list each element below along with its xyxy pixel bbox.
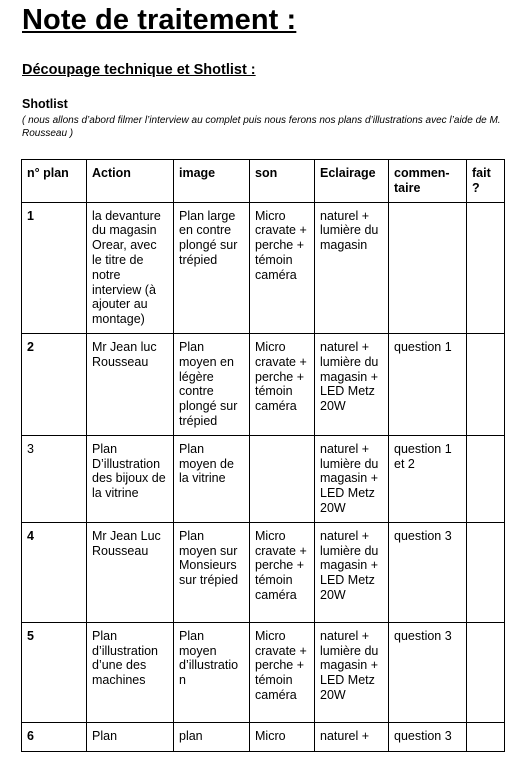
table-row xyxy=(22,622,505,722)
table-cell: Micro cravate + perche + témoin caméra xyxy=(250,202,315,333)
section-subtitle: Découpage technique et Shotlist : xyxy=(22,62,256,78)
table-cell xyxy=(467,435,505,522)
table-cell: Mr Jean Luc Rousseau xyxy=(87,522,174,622)
plan-number-cell: 5 xyxy=(22,622,87,722)
header-cell: Action xyxy=(87,160,174,203)
plan-number-cell: 4 xyxy=(22,522,87,622)
shotlist-heading: Shotlist xyxy=(22,97,68,111)
table-cell xyxy=(467,202,505,333)
table-row xyxy=(22,435,505,522)
table-cell xyxy=(467,333,505,435)
table-cell: la devanture du magasin Orear, avec le titre de notre interview (à ajouter au montage) xyxy=(87,202,174,333)
header-cell: son xyxy=(250,160,315,203)
plan-number-cell: 3 xyxy=(22,435,87,522)
shotlist-table xyxy=(21,159,505,752)
table-cell: Mr Jean luc Rousseau xyxy=(87,333,174,435)
header-cell: image xyxy=(174,160,250,203)
table-cell: naturel + lumière du magasin + LED Metz 20W xyxy=(315,333,389,435)
table-cell: question 3 xyxy=(389,722,467,751)
table-cell: question 3 xyxy=(389,622,467,722)
table-cell: Plan large en contre plongé sur trépied xyxy=(174,202,250,333)
table-cell xyxy=(467,622,505,722)
header-cell: Eclairage xyxy=(315,160,389,203)
table-cell: naturel + lumière du magasin xyxy=(315,202,389,333)
table-cell: Micro cravate + perche + témoin caméra xyxy=(250,622,315,722)
plan-number-cell: 1 xyxy=(22,202,87,333)
table-cell: Plan D’illustration des bijoux de la vitrine xyxy=(87,435,174,522)
table-row xyxy=(22,722,505,751)
table-cell: plan xyxy=(174,722,250,751)
table-cell xyxy=(389,202,467,333)
plan-number-cell: 2 xyxy=(22,333,87,435)
table-header-row xyxy=(22,160,505,203)
table-cell: Micro cravate + perche + témoin caméra xyxy=(250,333,315,435)
table-row xyxy=(22,522,505,622)
table-row xyxy=(22,202,505,333)
document-title: Note de traitement : xyxy=(22,4,297,36)
table-cell: Micro cravate + perche + témoin caméra xyxy=(250,522,315,622)
header-cell: commen-taire xyxy=(389,160,467,203)
table-cell xyxy=(250,435,315,522)
header-cell: n° plan xyxy=(22,160,87,203)
table-cell: Micro xyxy=(250,722,315,751)
table-cell xyxy=(467,722,505,751)
table-cell: Plan moyen en légère contre plongé sur trépied xyxy=(174,333,250,435)
header-cell: fait ? xyxy=(467,160,505,203)
table-cell: question 1 et 2 xyxy=(389,435,467,522)
table-cell: question 3 xyxy=(389,522,467,622)
table-cell xyxy=(467,522,505,622)
table-cell: Plan d’illustration d’une des machines xyxy=(87,622,174,722)
shotlist-note: ( nous allons d’abord filmer l’interview au complet puis nous ferons nos plans d’illustrations avec l’aide de M. Rousseau ) xyxy=(22,115,501,139)
table-row xyxy=(22,333,505,435)
table-cell: naturel + xyxy=(315,722,389,751)
table-cell: naturel + lumière du magasin + LED Metz 20W xyxy=(315,522,389,622)
table-cell: Plan moyen d’illustration xyxy=(174,622,250,722)
table-cell: Plan xyxy=(87,722,174,751)
table-cell: Plan moyen de la vitrine xyxy=(174,435,250,522)
table-cell: naturel + lumière du magasin + LED Metz 20W xyxy=(315,435,389,522)
table-cell: question 1 xyxy=(389,333,467,435)
table-cell: Plan moyen sur Monsieurs sur trépied xyxy=(174,522,250,622)
plan-number-cell: 6 xyxy=(22,722,87,751)
table-cell: naturel + lumière du magasin + LED Metz 20W xyxy=(315,622,389,722)
